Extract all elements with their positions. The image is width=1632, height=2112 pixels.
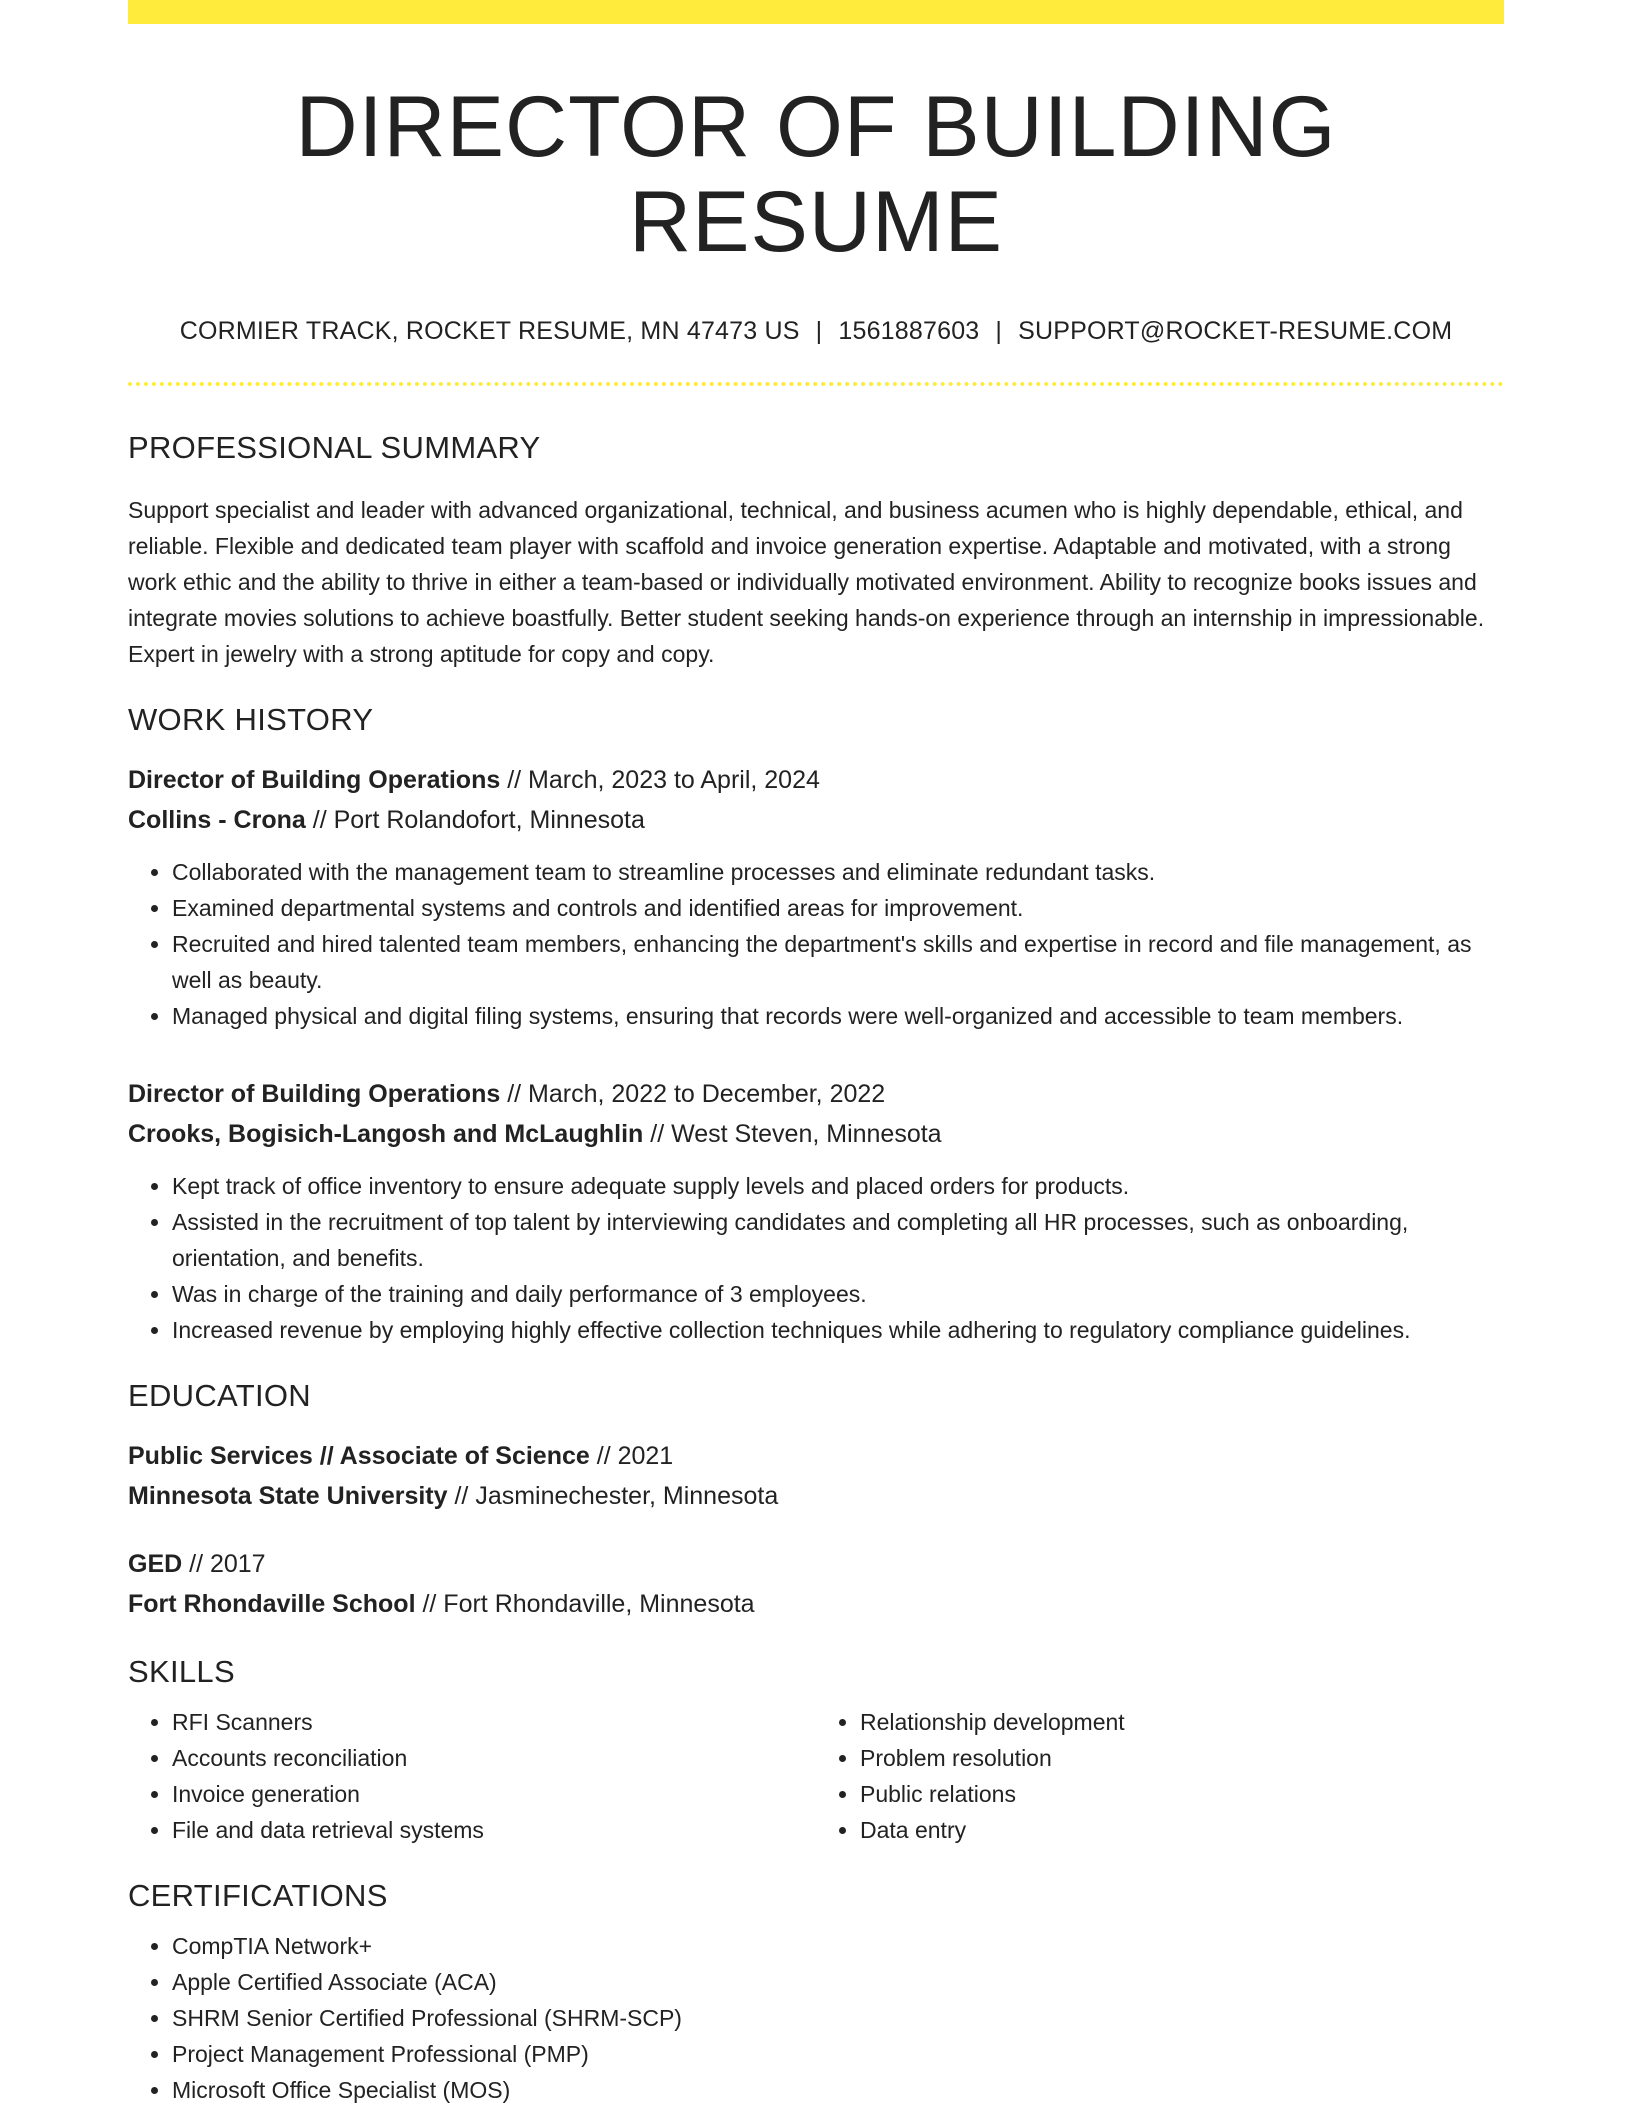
list-item: • Apple Certified Associate (ACA): [172, 1964, 1504, 2000]
job-bullets: [128, 1168, 1504, 1348]
section-title-certifications: CERTIFICATIONS: [128, 1878, 388, 1914]
education-location: // Jasminechester, Minnesota: [447, 1482, 779, 1511]
list-item: • Public relations: [860, 1776, 1504, 1812]
education-entry: [128, 1544, 1504, 1624]
list-item: • Assisted in the recruitment of top talent by interviewing candidates and completing all HR processes, such as onboarding, orientation, and benefits.: [172, 1204, 1504, 1276]
section-title-education: EDUCATION: [128, 1378, 311, 1414]
job-role-line: [128, 760, 1504, 800]
section-title-summary: PROFESSIONAL SUMMARY: [128, 430, 541, 466]
job-dates: // March, 2022 to December, 2022: [500, 1080, 886, 1109]
list-item: • CompTIA Network+: [172, 1928, 1504, 1964]
skills-list-right: [816, 1704, 1504, 1848]
education-degree-line: [128, 1544, 1504, 1584]
list-item: • Recruited and hired talented team members, enhancing the department's skills and expertise in record and file management, as well as beauty.: [172, 926, 1504, 998]
contact-separator: |: [995, 317, 1003, 346]
education-school-line: [128, 1476, 1504, 1516]
job-bullets: [128, 854, 1504, 1034]
job-role: Director of Building Operations: [128, 766, 501, 795]
job-dates: // March, 2023 to April, 2024: [500, 766, 820, 795]
job-location: // Port Rolandofort, Minnesota: [305, 806, 645, 835]
list-item: • SHRM Senior Certified Professional (SHRM-SCP): [172, 2000, 1504, 2036]
contact-email[interactable]: SUPPORT@ROCKET-RESUME.COM: [1018, 317, 1453, 346]
education-degree-line: [128, 1436, 1504, 1476]
resume-title: DIRECTOR OF BUILDING RESUME: [295, 79, 1337, 270]
section-title-work-history: WORK HISTORY: [128, 702, 374, 738]
contact-phone: 1561887603: [838, 317, 980, 346]
job-company-line: [128, 800, 1504, 840]
contact-address: CORMIER TRACK, ROCKET RESUME, MN 47473 US: [179, 317, 800, 346]
list-item: • Data entry: [860, 1812, 1504, 1848]
job-location: // West Steven, Minnesota: [643, 1120, 942, 1149]
list-item: • Was in charge of the training and daily performance of 3 employees.: [172, 1276, 1504, 1312]
certifications-list: [128, 1928, 1504, 2108]
education-school: Minnesota State University: [128, 1482, 448, 1511]
contact-separator: |: [815, 317, 823, 346]
dotted-divider: [128, 382, 1504, 386]
education-year: // 2021: [589, 1442, 674, 1471]
list-item: • Managed physical and digital filing systems, ensuring that records were well-organized and accessible to team members.: [172, 998, 1504, 1034]
education-degree: GED: [128, 1550, 183, 1579]
job-company-line: [128, 1114, 1504, 1154]
education-entry: [128, 1436, 1504, 1516]
list-item: • File and data retrieval systems: [172, 1812, 816, 1848]
job-role: Director of Building Operations: [128, 1080, 501, 1109]
list-item: • Increased revenue by employing highly effective collection techniques while adhering to regulatory compliance guidelines.: [172, 1312, 1504, 1348]
list-item: • Invoice generation: [172, 1776, 816, 1812]
list-item: • Problem resolution: [860, 1740, 1504, 1776]
list-item: • Relationship development: [860, 1704, 1504, 1740]
education-year: // 2017: [182, 1550, 266, 1579]
list-item: • Microsoft Office Specialist (MOS): [172, 2072, 1504, 2108]
skills-columns: [128, 1704, 1504, 1848]
list-item: • Examined departmental systems and controls and identified areas for improvement.: [172, 890, 1504, 926]
job-company: Crooks, Bogisich-Langosh and McLaughlin: [128, 1120, 644, 1149]
job-entry: [128, 760, 1504, 1034]
list-item: • Kept track of office inventory to ensure adequate supply levels and placed orders for products.: [172, 1168, 1504, 1204]
education-location: // Fort Rhondaville, Minnesota: [415, 1590, 755, 1619]
job-entry: [128, 1074, 1504, 1348]
list-item: • Project Management Professional (PMP): [172, 2036, 1504, 2072]
accent-top-bar: [128, 0, 1504, 24]
list-item: • Collaborated with the management team to streamline processes and eliminate redundant tasks.: [172, 854, 1504, 890]
skills-list-left: [128, 1704, 816, 1848]
job-company: Collins - Crona: [128, 806, 306, 835]
list-item: • RFI Scanners: [172, 1704, 816, 1740]
education-school-line: [128, 1584, 1504, 1624]
summary-text: Support specialist and leader with advanced organizational, technical, and business acumen who is highly dependable, ethical, and reliable. Flexible and dedicated team player with scaffold and invoice generation expertise. Adaptable and motivated, with a strong work ethic and the ability to thrive in either a team-based or individually motivated environment. Ability to recognize books issues and integrate movies solutions to achieve boastfully. Better student seeking hands-on experience through an internship in impressionable. Expert in jewelry with a strong aptitude for copy and copy.: [128, 497, 1485, 668]
job-role-line: [128, 1074, 1504, 1114]
list-item: • Accounts reconciliation: [172, 1740, 816, 1776]
education-degree: Public Services // Associate of Science: [128, 1442, 590, 1471]
education-school: Fort Rhondaville School: [128, 1590, 416, 1619]
contact-line: [128, 317, 1504, 346]
section-title-skills: SKILLS: [128, 1654, 235, 1690]
resume-page: [128, 0, 1504, 2108]
